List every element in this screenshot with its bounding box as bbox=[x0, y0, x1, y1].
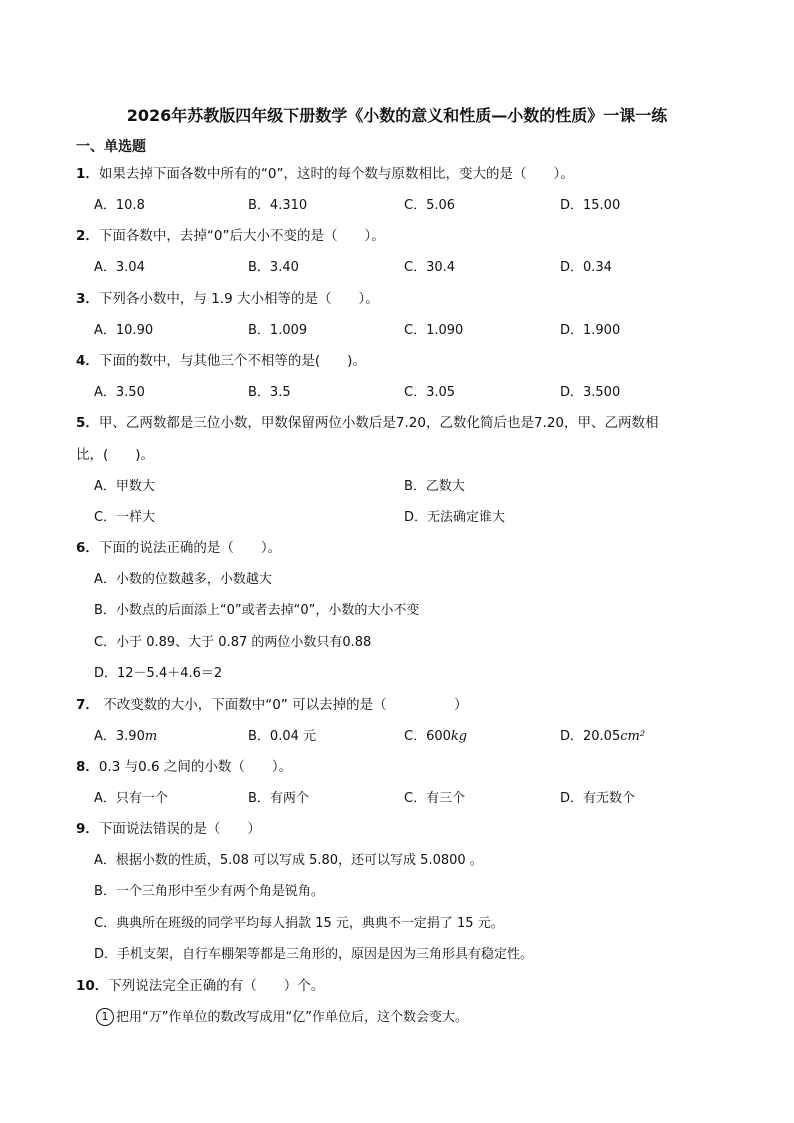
option-a: A．3.04 bbox=[94, 260, 145, 275]
option-d: D．0.34 bbox=[560, 260, 612, 275]
option-value: A．3.90 bbox=[94, 729, 145, 744]
question-text: 下列说法完全正确的有（ ）个。 bbox=[108, 978, 325, 994]
option-d: D．12－5.4＋4.6＝2 bbox=[94, 666, 223, 681]
option-c bbox=[404, 727, 467, 747]
question-2 bbox=[76, 226, 385, 246]
statement-text: 把用“万”作单位的数改写成用“亿”作单位后，这个数会变大。 bbox=[116, 1010, 468, 1025]
question-text: 甲、乙两数都是三位小数，甲数保留两位小数后是7.20，乙数化简后也是7.20，甲、乙两数相 bbox=[98, 415, 659, 431]
question-number: 1． bbox=[76, 166, 99, 182]
option-a: A．10.8 bbox=[94, 198, 145, 213]
option-d: D．无法确定谁大 bbox=[404, 510, 506, 525]
question-text: 0.3 与0.6 之间的小数（ ）。 bbox=[98, 759, 293, 775]
question-number: 5． bbox=[76, 415, 99, 431]
section-heading: 一、单选题 bbox=[76, 139, 146, 155]
question-number: 9． bbox=[76, 821, 99, 837]
option-a bbox=[94, 727, 157, 747]
option-a: A．根据小数的性质，5.08 可以写成 5.80，还可以写成 5.0800 。 bbox=[94, 853, 483, 868]
option-d bbox=[560, 727, 645, 747]
option-b: B．3.5 bbox=[248, 385, 291, 400]
unit: kg bbox=[450, 729, 468, 744]
option-d: D．15.00 bbox=[560, 198, 621, 213]
option-b: B．有两个 bbox=[248, 791, 309, 806]
question-number: 2． bbox=[76, 228, 99, 244]
option-b: B．3.40 bbox=[248, 260, 299, 275]
question-10 bbox=[76, 976, 324, 996]
option-b: B．乙数大 bbox=[404, 479, 465, 494]
question-number: 8． bbox=[76, 759, 99, 775]
question-7 bbox=[76, 695, 468, 715]
option-b: B．4.310 bbox=[248, 198, 308, 213]
option-c: C．典典所在班级的同学平均每人捐款 15 元，典典不一定捐了 15 元。 bbox=[94, 916, 504, 931]
option-d: D．3.500 bbox=[560, 385, 621, 400]
question-6 bbox=[76, 538, 281, 558]
question-9 bbox=[76, 819, 261, 839]
question-text: 下面的说法正确的是（ ）。 bbox=[98, 540, 282, 556]
question-8 bbox=[76, 757, 292, 777]
question-text: 如果去掉下面各数中所有的“0”，这时的每个数与原数相比，变大的是（ ）。 bbox=[98, 166, 574, 182]
question-text: 下面的数中，与其他三个不相等的是( )。 bbox=[98, 353, 366, 369]
option-b: B．小数点的后面添上“0”或者去掉“0”，小数的大小不变 bbox=[94, 603, 420, 618]
question-number: 6． bbox=[76, 540, 99, 556]
option-d: D．手机支架，自行车棚架等都是三角形的，原因是因为三角形具有稳定性。 bbox=[94, 947, 534, 962]
option-d: D．1.900 bbox=[560, 323, 621, 338]
question-number: 7． bbox=[76, 697, 99, 713]
option-value: C．600 bbox=[404, 729, 451, 744]
option-d: D．有无数个 bbox=[560, 791, 636, 806]
option-c: C．5.06 bbox=[404, 198, 456, 213]
option-a: A．只有一个 bbox=[94, 791, 168, 806]
question-text: 下面各数中，去掉“0”后大小不变的是（ ）。 bbox=[98, 228, 385, 244]
question-number: 3． bbox=[76, 291, 99, 307]
question-text: 下面说法错误的是（ ） bbox=[98, 821, 261, 837]
option-value: D．20.05 bbox=[560, 729, 621, 744]
option-c: C．3.05 bbox=[404, 385, 456, 400]
question-5 bbox=[76, 413, 659, 433]
option-b: B．0.04 元 bbox=[248, 729, 316, 744]
option-c: C．1.090 bbox=[404, 323, 464, 338]
unit: cm² bbox=[620, 729, 646, 744]
question-5-continuation: 比，( )。 bbox=[76, 447, 155, 463]
option-a: A．3.50 bbox=[94, 385, 145, 400]
question-number: 10． bbox=[76, 978, 109, 994]
option-b: B．1.009 bbox=[248, 323, 308, 338]
question-number: 4． bbox=[76, 353, 99, 369]
question-text: 下列各小数中，与 1.9 大小相等的是（ ）。 bbox=[98, 291, 379, 307]
question-1 bbox=[76, 164, 574, 184]
option-c: C．小于 0.89、大于 0.87 的两位小数只有0.88 bbox=[94, 635, 372, 650]
question-text: 不改变数的大小，下面数中“0” 可以去掉的是（ ） bbox=[98, 697, 468, 713]
option-a: A．小数的位数越多，小数越大 bbox=[94, 572, 272, 587]
option-c: C．有三个 bbox=[404, 791, 466, 806]
unit: m bbox=[144, 729, 158, 744]
circled-number: 1 bbox=[96, 1008, 114, 1026]
option-b: B．一个三角形中至少有两个角是锐角。 bbox=[94, 884, 324, 899]
option-a: A．甲数大 bbox=[94, 479, 155, 494]
option-c: C．30.4 bbox=[404, 260, 456, 275]
question-3 bbox=[76, 289, 379, 309]
option-c: C．一样大 bbox=[94, 510, 156, 525]
statement-item bbox=[96, 1008, 468, 1028]
page-title: 2026年苏教版四年级下册数学《小数的意义和性质—小数的性质》一课一练 bbox=[126, 106, 668, 125]
question-4 bbox=[76, 351, 366, 371]
option-a: A．10.90 bbox=[94, 323, 154, 338]
